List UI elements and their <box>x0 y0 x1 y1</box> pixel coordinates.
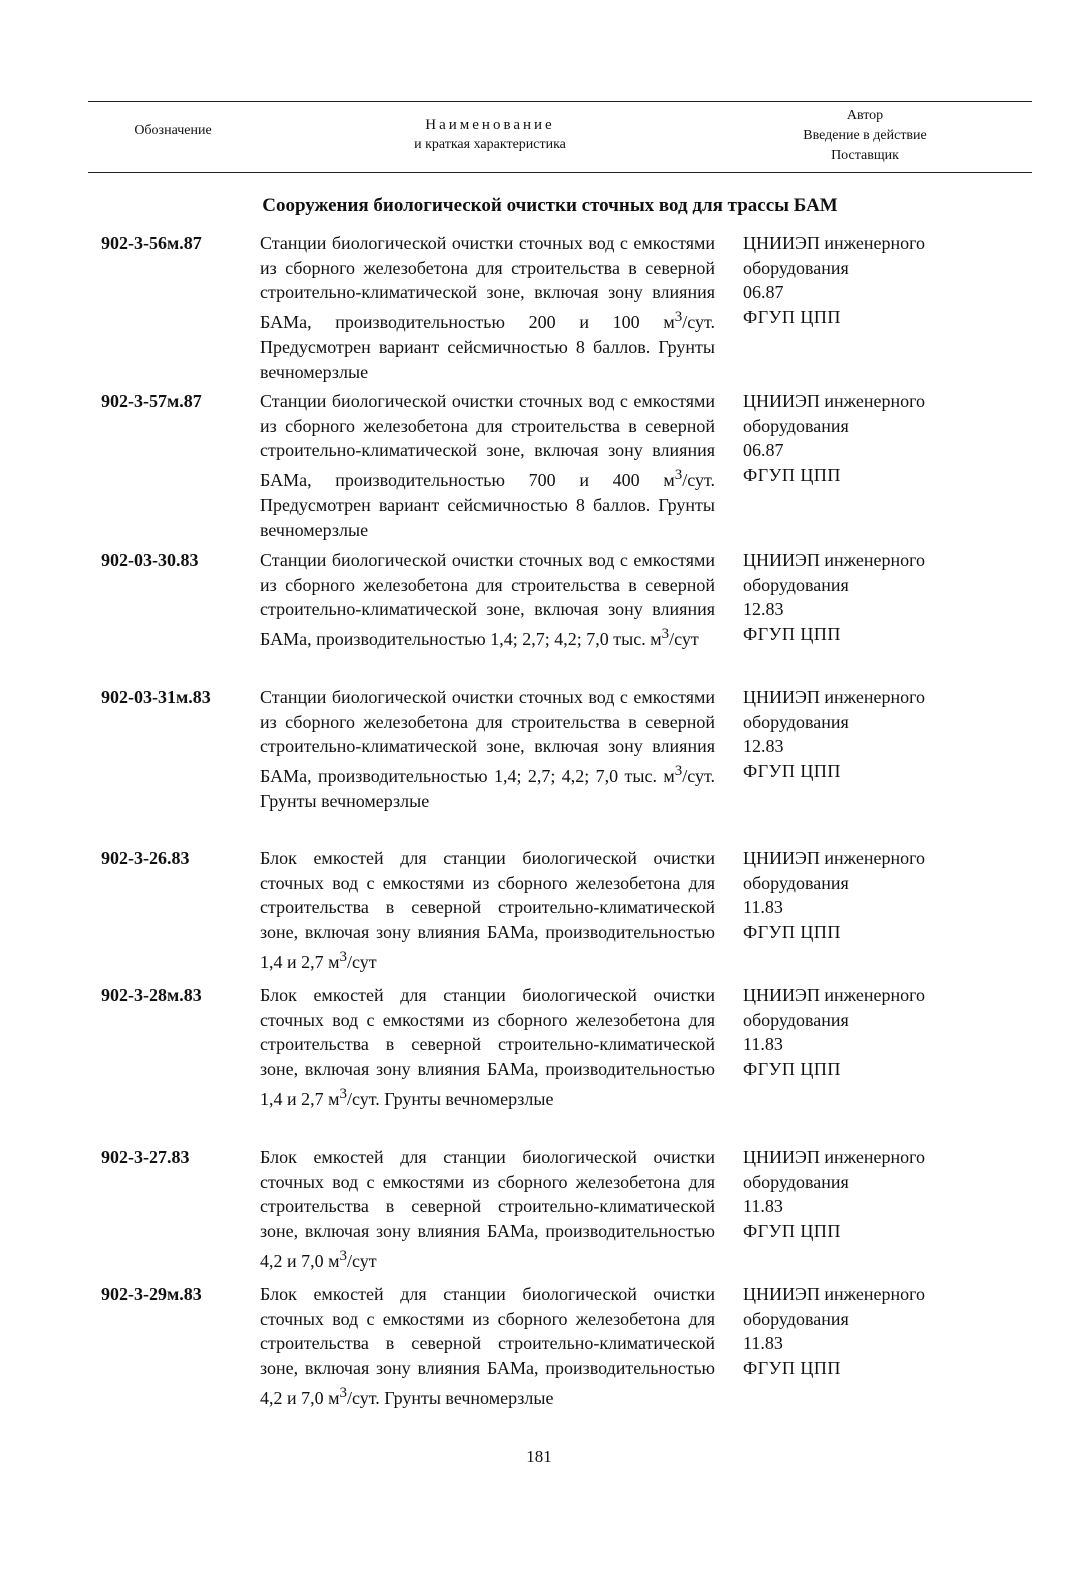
entry-meta <box>743 389 1003 488</box>
entry-meta <box>743 983 1003 1082</box>
entry-code: 902-03-30.83 <box>101 550 199 570</box>
entry-description: Блок емкостей для станции биологической очистки сточных вод с емкостями из сборного железобетона для строительства в северной строительно-климатической зоне, включая зону влияния БАМа, производительностью 4,2 и 7,0 $м^3$/сут. Грунты вечномерзлые <box>260 1284 715 1408</box>
entry-description: Станции биологической очистки сточных вод с емкостями из сборного железобетона для строительства в северной строительно-климатической зоне, включая зону влияния БАМа, производительностью 1,4; 2,7; 4,2; 7,0 тыс. $м^3$/сут <box>260 550 715 650</box>
entry-date: 12.83 <box>743 736 784 757</box>
header-name-line1: Наименование <box>425 117 555 133</box>
entry-supplier: ФГУП ЦПП <box>743 624 841 645</box>
header-author-line2: Введение в действие <box>803 128 927 143</box>
entry-supplier: ФГУП ЦПП <box>743 307 841 328</box>
header-designation: Обозначение <box>134 123 212 138</box>
entry-date: 11.83 <box>743 1034 783 1055</box>
header-author <box>735 106 995 166</box>
entry-supplier: ФГУП ЦПП <box>743 922 841 943</box>
entry-author: ЦНИИЭП инженерного <box>743 550 926 570</box>
entry-code: 902-3-29м.83 <box>101 1284 202 1304</box>
entry-date: 12.83 <box>743 599 784 620</box>
entry-date: 06.87 <box>743 282 784 303</box>
entry-date: 11.83 <box>743 1196 783 1217</box>
entry-author-line2: оборудования <box>743 415 849 436</box>
header-bottom-rule <box>88 172 1032 173</box>
entry-supplier: ФГУП ЦПП <box>743 465 841 486</box>
entry-author-line2: оборудования <box>743 711 849 732</box>
entry-supplier: ФГУП ЦПП <box>743 1059 841 1080</box>
entry-meta <box>743 685 1003 784</box>
entry-code: 902-3-28м.83 <box>101 985 202 1005</box>
entry-author-line2: оборудования <box>743 872 849 893</box>
header-top-rule <box>88 101 1032 102</box>
header-name <box>360 115 620 155</box>
entry-author-line2: оборудования <box>743 257 849 278</box>
entry-description: Станции биологической очистки сточных вод с емкостями из сборного железобетона для строительства в северной строительно-климатической зоне, включая зону влияния БАМа, производительностью 700 и 400 $м^3$/сут. Предусмотрен вариант сейсмичностью 8 баллов. Грунты вечномерзлые <box>260 391 715 540</box>
entry-description: Блок емкостей для станции биологической очистки сточных вод с емкостями из сборного железобетона для строительства в северной строительно-климатической зоне, включая зону влияния БАМа, производительностью 1,4 и 2,7 $м^3$/сут <box>260 848 715 972</box>
header-author-line3: Поставщик <box>831 148 899 163</box>
entry-code: 902-3-57м.87 <box>101 391 202 411</box>
entry-code: 902-3-27.83 <box>101 1147 190 1167</box>
entry-description: Станции биологической очистки сточных вод с емкостями из сборного железобетона для строительства в северной строительно-климатической зоне, включая зону влияния БАМа, производительностью 200 и 100 $м^3$/сут. Предусмотрен вариант сейсмичностью 8 баллов. Грунты вечномерзлые <box>260 233 715 382</box>
entry-meta <box>743 548 1003 647</box>
entry-author: ЦНИИЭП инженерного <box>743 687 926 707</box>
entry-supplier: ФГУП ЦПП <box>743 1358 841 1379</box>
entry-code: 902-03-31м.83 <box>101 687 211 707</box>
entry-author: ЦНИИЭП инженерного <box>743 985 926 1005</box>
entry-author-line2: оборудования <box>743 1009 849 1030</box>
section-title: Сооружения биологической очистки сточных вод для трассы БАМ <box>262 195 838 216</box>
entry-description: Станции биологической очистки сточных вод с емкостями из сборного железобетона для строительства в северной строительно-климатической зоне, включая зону влияния БАМа, производительностью 1,4; 2,7; 4,2; 7,0 тыс. $м^3$/сут. Грунты вечномерзлые <box>260 687 715 811</box>
header-name-line2: и краткая характеристика <box>414 137 566 152</box>
entry-author-line2: оборудования <box>743 1308 849 1329</box>
entry-author-line2: оборудования <box>743 1171 849 1192</box>
entry-supplier: ФГУП ЦПП <box>743 1221 841 1242</box>
entry-meta <box>743 1282 1003 1381</box>
entry-date: 11.83 <box>743 897 783 918</box>
entry-date: 06.87 <box>743 440 784 461</box>
entry-author: ЦНИИЭП инженерного <box>743 848 926 868</box>
entry-meta <box>743 1145 1003 1244</box>
entry-author: ЦНИИЭП инженерного <box>743 233 926 253</box>
header-author-line1: Автор <box>846 108 884 123</box>
entry-author-line2: оборудования <box>743 574 849 595</box>
page-number: 181 <box>526 1447 552 1466</box>
entry-author: ЦНИИЭП инженерного <box>743 1147 926 1167</box>
entry-description: Блок емкостей для станции биологической очистки сточных вод с емкостями из сборного железобетона для строительства в северной строительно-климатической зоне, включая зону влияния БАМа, производительностью 1,4 и 2,7 $м^3$/сут. Грунты вечномерзлые <box>260 985 715 1109</box>
entry-meta <box>743 846 1003 945</box>
entry-author: ЦНИИЭП инженерного <box>743 391 926 411</box>
entry-description: Блок емкостей для станции биологической очистки сточных вод с емкостями из сборного железобетона для строительства в северной строительно-климатической зоне, включая зону влияния БАМа, производительностью 4,2 и 7,0 $м^3$/сут <box>260 1147 715 1271</box>
entry-date: 11.83 <box>743 1333 783 1354</box>
entry-code: 902-3-26.83 <box>101 848 190 868</box>
entry-code: 902-3-56м.87 <box>101 233 202 253</box>
entry-author: ЦНИИЭП инженерного <box>743 1284 926 1304</box>
entry-meta <box>743 231 1003 330</box>
entry-supplier: ФГУП ЦПП <box>743 761 841 782</box>
